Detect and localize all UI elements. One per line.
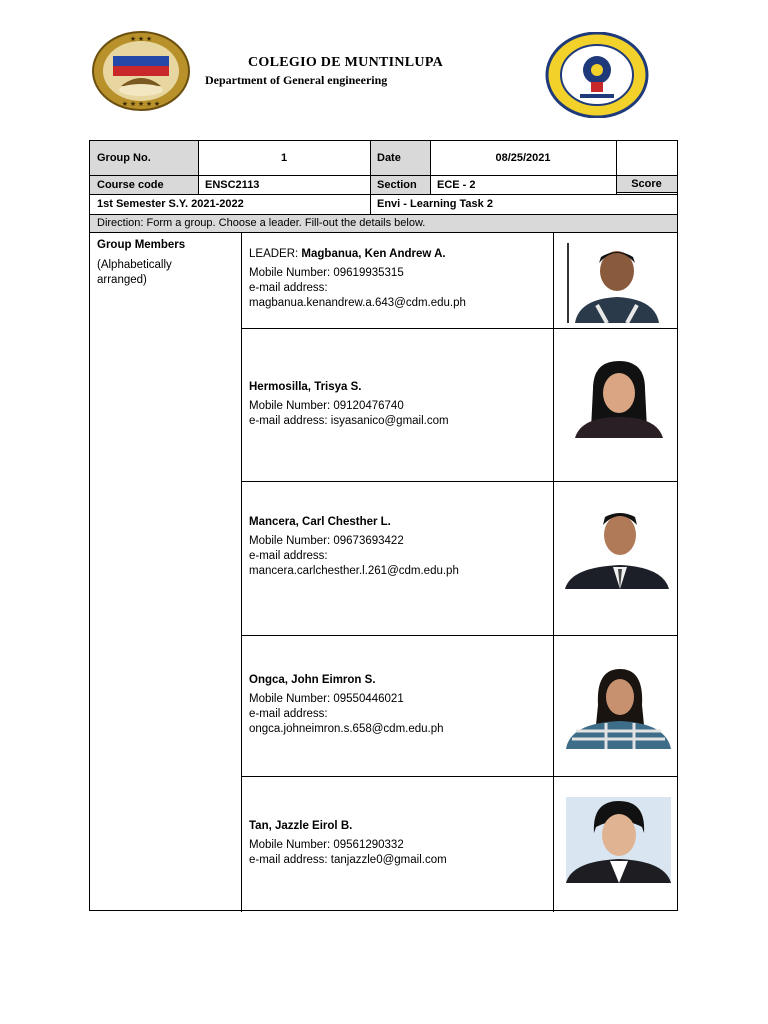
- date-label: Date: [370, 141, 430, 175]
- group-form-table: [89, 140, 678, 911]
- member-entry: [249, 380, 449, 429]
- member-name: Ongca, John Eimron S.: [249, 674, 376, 686]
- date-value: 08/25/2021: [495, 152, 551, 164]
- member-mobile: Mobile Number: 09120476740: [249, 400, 404, 412]
- member-mobile: Mobile Number: 09550446021: [249, 693, 404, 705]
- score-label: Score: [616, 175, 677, 192]
- member-name: LEADER: Magbanua, Ken Andrew A.: [249, 248, 446, 260]
- task-label: Envi - Learning Task 2: [377, 198, 493, 210]
- member-mobile: Mobile Number: 09673693422: [249, 535, 404, 547]
- semester-label: 1st Semester S.Y. 2021-2022: [97, 198, 244, 210]
- member-email: ongca.johneimron.s.658@cdm.edu.ph: [249, 723, 444, 735]
- members-note: (Alphabetically arranged): [97, 259, 172, 286]
- member-entry: [249, 515, 459, 579]
- course-code-label: Course code: [90, 175, 198, 194]
- member-entry: [249, 819, 447, 868]
- group-no-label: Group No.: [90, 141, 198, 175]
- member-photo: [565, 505, 669, 589]
- svg-text:★ ★ ★: ★ ★ ★: [129, 35, 153, 43]
- direction-text: Direction: Form a group. Choose a leader. Fill-out the details below.: [90, 214, 677, 232]
- member-entry: [249, 673, 444, 737]
- section-label: Section: [370, 175, 430, 194]
- member-photo: [567, 243, 662, 323]
- member-email-label: e-mail address: isyasanico@gmail.com: [249, 415, 449, 427]
- member-email: magbanua.kenandrew.a.643@cdm.edu.ph: [249, 297, 466, 309]
- member-name: Hermosilla, Trisya S.: [249, 381, 362, 393]
- member-email-label: e-mail address:: [249, 550, 328, 562]
- school-name: COLEGIO DE MUNTINLUPA: [248, 55, 444, 70]
- section-value: ECE - 2: [437, 178, 476, 191]
- member-photo: [566, 665, 671, 749]
- member-mobile: Mobile Number: 09619935315: [249, 267, 404, 279]
- group-no-value: 1: [280, 152, 288, 164]
- member-photo: [566, 797, 671, 883]
- member-email-label: e-mail address:: [249, 708, 328, 720]
- svg-text:★ ★ ★ ★ ★: ★ ★ ★ ★ ★: [121, 100, 161, 108]
- leader-prefix: LEADER:: [249, 248, 302, 260]
- right-seal-logo: [544, 32, 650, 118]
- course-code-value: ENSC2113: [205, 178, 260, 191]
- member-photo: [571, 359, 666, 438]
- member-email: mancera.carlchesther.l.261@cdm.edu.ph: [249, 565, 459, 577]
- member-entry: [249, 247, 466, 311]
- member-email-label: e-mail address:: [249, 282, 328, 294]
- members-label: Group Members: [97, 239, 186, 251]
- member-email-label: e-mail address: tanjazzle0@gmail.com: [249, 854, 447, 866]
- member-name: Tan, Jazzle Eirol B.: [249, 820, 353, 832]
- member-name: Mancera, Carl Chesther L.: [249, 516, 391, 528]
- left-seal-logo: [91, 30, 191, 112]
- department-name: Department of General engineering: [205, 73, 388, 87]
- member-mobile: Mobile Number: 09561290332: [249, 839, 404, 851]
- members-heading: [97, 238, 237, 288]
